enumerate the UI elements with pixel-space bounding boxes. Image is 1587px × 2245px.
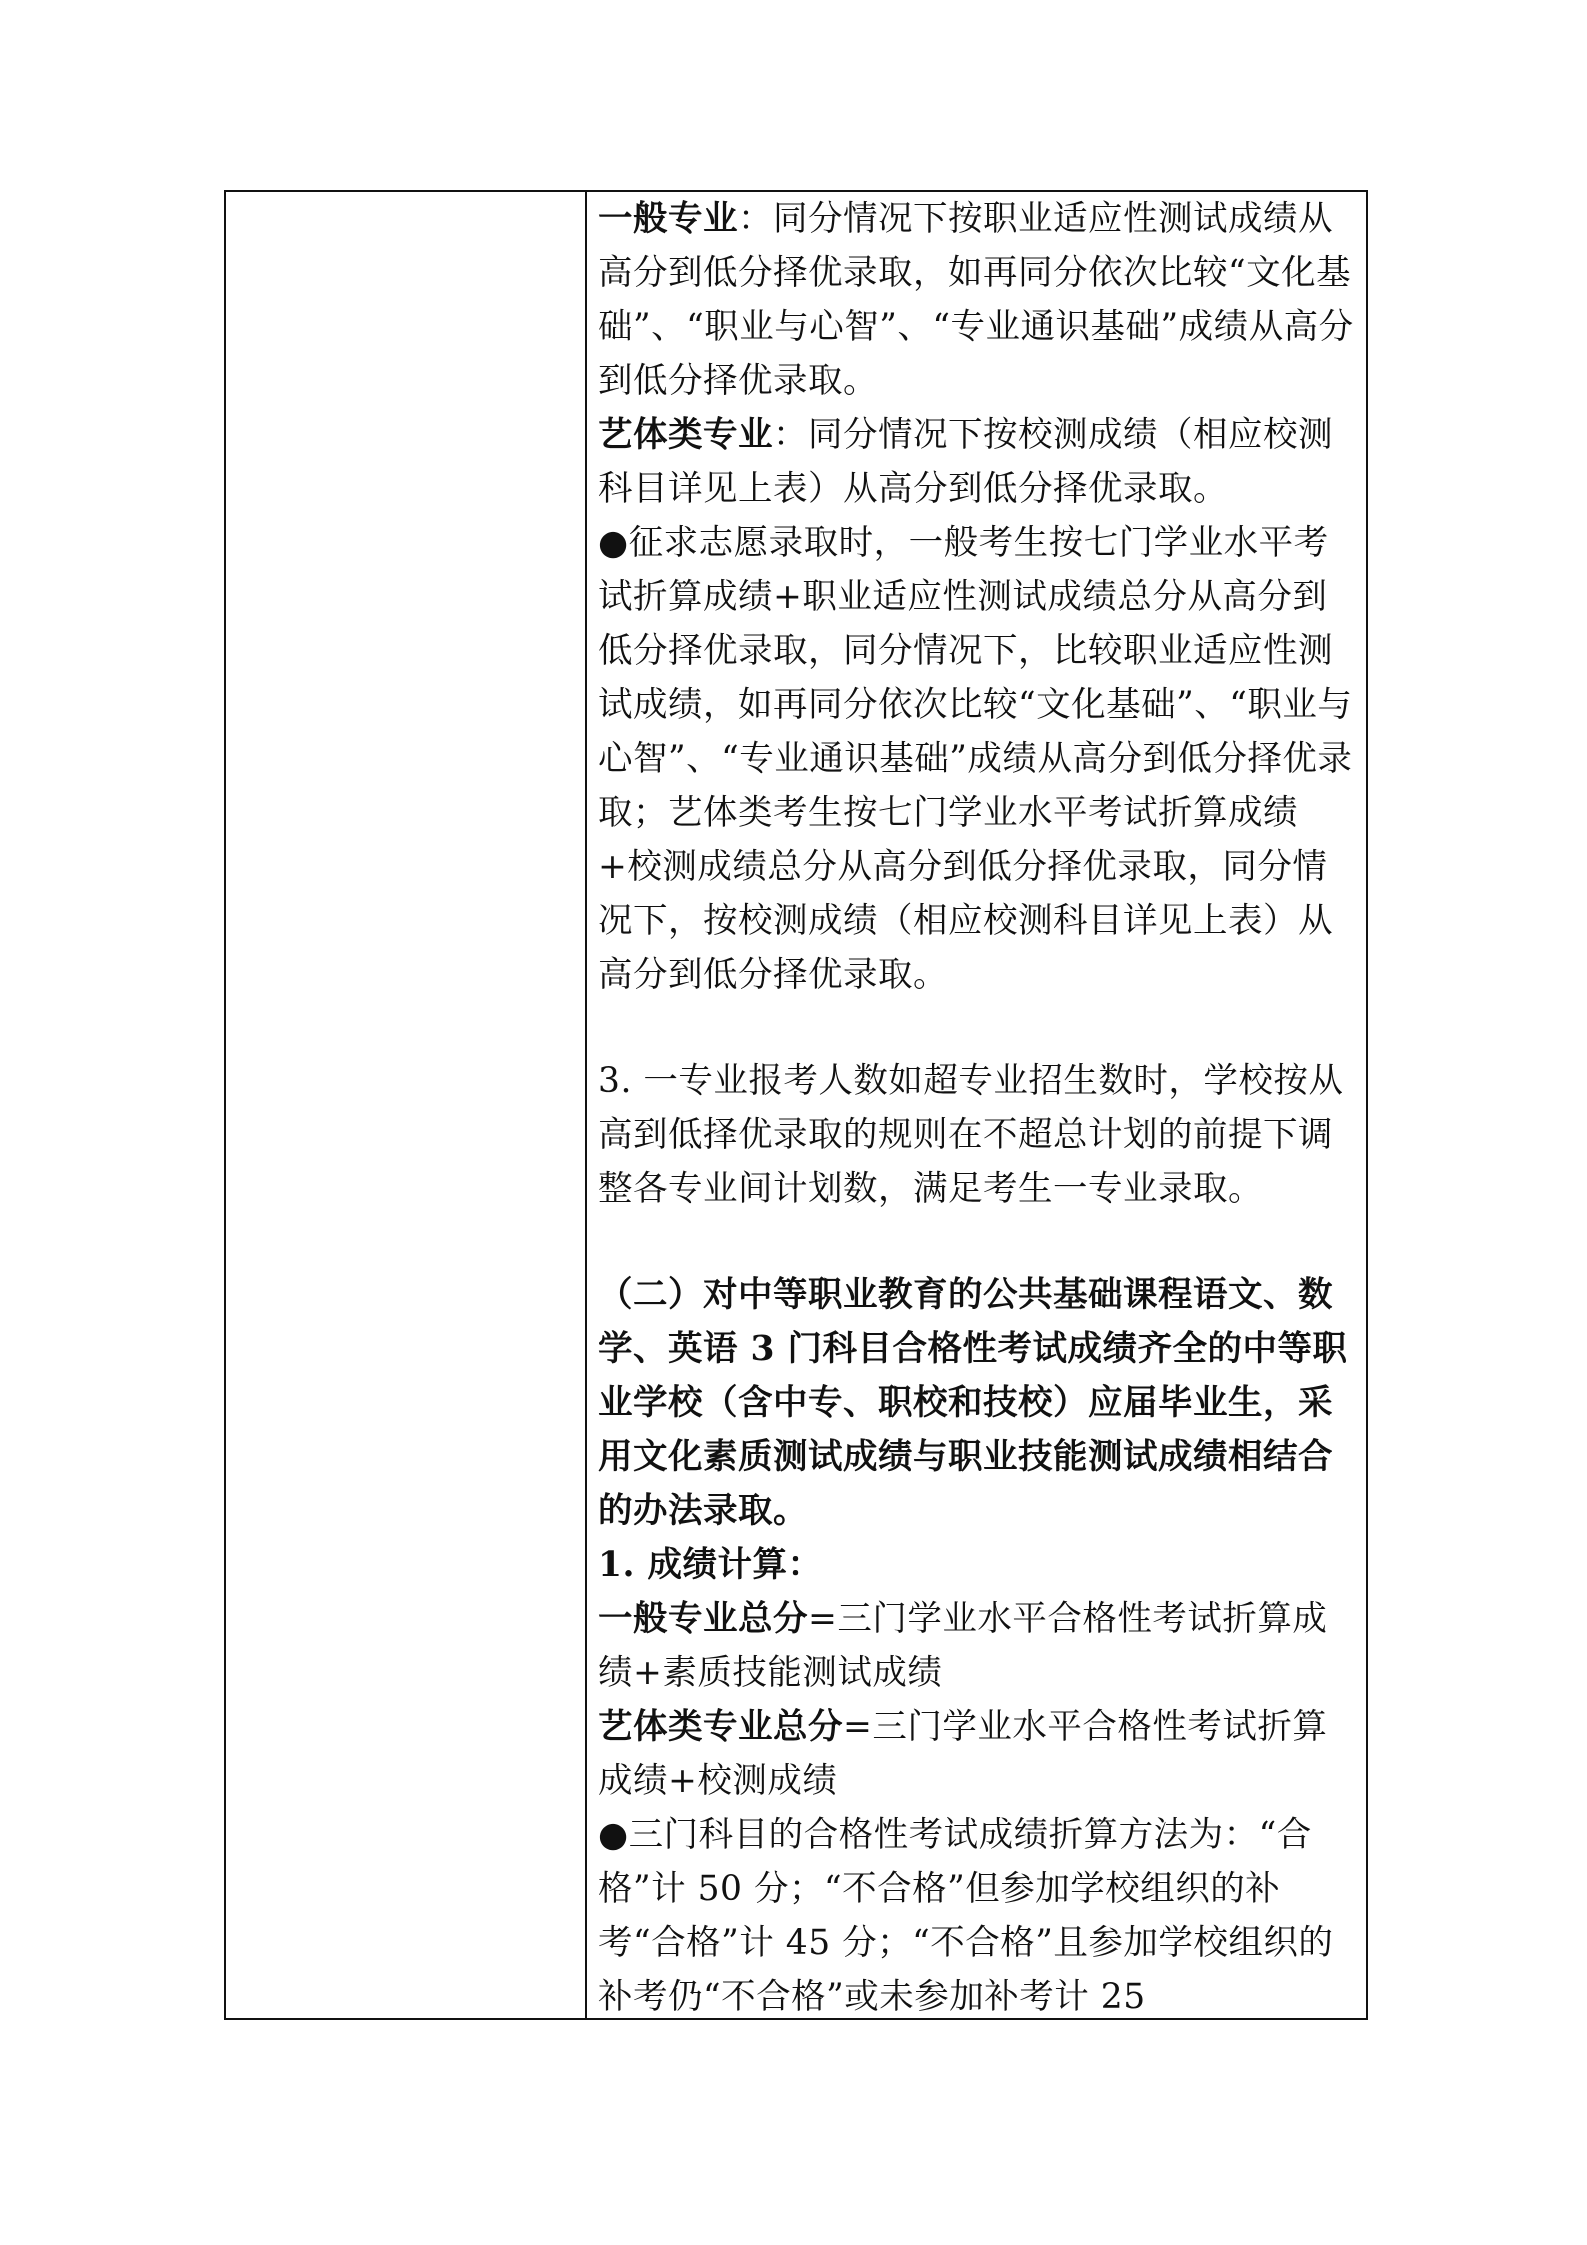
- general-major-rule: [598, 192, 1356, 408]
- art-total-label: 艺体类专业总分: [598, 1707, 843, 1747]
- art-major-rule: [598, 408, 1356, 516]
- bullet-icon: ●: [598, 523, 629, 563]
- general-major-text: ：同分情况下按职业适应性测试成绩从高分到低分择优录取，如再同分依次比较“文化基础”、“职业与心智”、“专业通识基础”成绩从高分到低分择优录取。: [598, 199, 1354, 401]
- section-2-heading: （二）对中等职业教育的公共基础课程语文、数学、英语 3 门科目合格性考试成绩齐全的中等职业学校（含中专、职校和技校）应届毕业生，采用文化素质测试成绩与职业技能测试成绩相结合的办法录取。: [598, 1275, 1348, 1531]
- admission-table: [224, 190, 1368, 2020]
- table-right-cell: [598, 192, 1356, 2024]
- general-total-label: 一般专业总分: [598, 1599, 808, 1639]
- table-left-cell: [226, 192, 584, 2018]
- art-major-label: 艺体类专业: [598, 415, 773, 455]
- supplementary-admission-rule: [598, 516, 1356, 1002]
- general-total-text: =三门学业水平合格性考试折算成绩+素质技能测试成绩: [598, 1599, 1328, 1693]
- score-conversion-rule: [598, 1808, 1356, 2024]
- general-total-formula: [598, 1592, 1356, 1700]
- score-calc-heading: 1. 成绩计算：: [598, 1545, 823, 1585]
- art-total-text: =三门学业水平合格性考试折算成绩+校测成绩: [598, 1707, 1328, 1801]
- general-major-label: 一般专业: [598, 199, 738, 239]
- score-conversion-text: 三门科目的合格性考试成绩折算方法为：“合格”计 50 分；“不合格”但参加学校组织的补考“合格”计 45 分；“不合格”且参加学校组织的补考仍“不合格”或未参加补考计 25: [598, 1815, 1334, 2017]
- supplementary-admission-text: 征求志愿录取时，一般考生按七门学业水平考试折算成绩+职业适应性测试成绩总分从高分到低分择优录取，同分情况下，比较职业适应性测试成绩，如再同分依次比较“文化基础”、“职业与心智”、“专业通识基础”成绩从高分到低分择优录取；艺体类考生按七门学业水平考试折算成绩+校测成绩总分从高分到低分择优录取，同分情况下，按校测成绩（相应校测科目详见上表）从高分到低分择优录取。: [598, 523, 1353, 995]
- art-total-formula: [598, 1700, 1356, 1808]
- art-major-text: ：同分情况下按校测成绩（相应校测科目详见上表）从高分到低分择优录取。: [598, 415, 1333, 509]
- bullet-icon: ●: [598, 1815, 629, 1855]
- rule-3: 3. 一专业报考人数如超专业招生数时，学校按从高到低择优录取的规则在不超总计划的前提下调整各专业间计划数，满足考生一专业录取。: [598, 1061, 1344, 1209]
- spacer: [598, 1002, 1356, 1054]
- spacer: [598, 1216, 1356, 1268]
- column-divider: [585, 192, 587, 2018]
